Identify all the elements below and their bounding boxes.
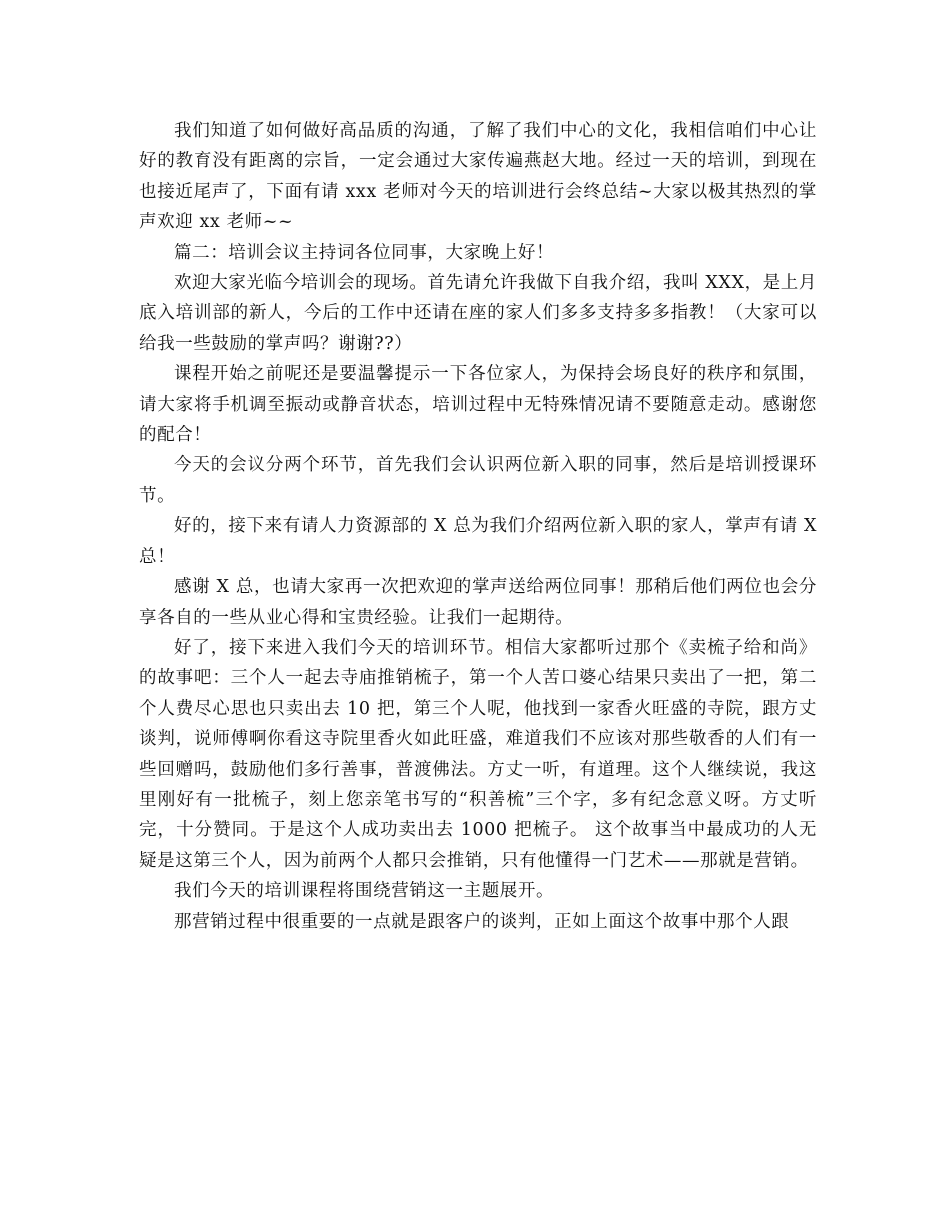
paragraph-section-two-heading: 篇二：培训会议主持词各位同事，大家晚上好！ — [174, 242, 555, 263]
paragraph-agenda: 今天的会议分两个环节，首先我们会认识两位新入职的同事，然后是培训授课环节。 — [139, 455, 817, 506]
paragraph-comb-story: 好了，接下来进入我们今天的培训环节。相信大家都听过那个《卖梳子给和尚》的故事吧：三个人一起去寺庙推销梳子，第一个人苦口婆心结果只卖出了一把，第二个人费尽心思也只卖出去 10 把，第三个人呢，他找到一家香火旺盛的寺院，跟方丈谈判，说师傅啊你看这寺院里香火如此旺盛，难道我们不应该对那些敬香的人们有一些回赠吗，鼓励他们多行善事，普渡佛法。方丈一听，有道理。这个人继续说，我这里刚好有一批梳子，刻上您亲笔书写的“积善梳”三个字，多有纪念意义呀。方丈听完，十分赞同。于是这个人成功卖出去 1000 把梳子。 这个故事当中最成功的人无疑是这第三个人，因为前两个人都只会推销，只有他懂得一门艺术——那就是营销。 — [139, 637, 817, 871]
paragraph-closing-remarks: 我们知道了如何做好高品质的沟通，了解了我们中心的文化，我相信咱们中心让好的教育没有距离的宗旨，一定会通过大家传遍燕赵大地。经过一天的培训，到现在也接近尾声了，下面有请 xxx 老师对今天的培训进行会终总结~大家以极其热烈的掌声欢迎 xx 老师~~ — [139, 121, 817, 233]
paragraph-self-introduction: 欢迎大家光临今培训会的现场。首先请允许我做下自我介绍，我叫 XXX，是上月底入培训部的新人，今后的工作中还请在座的家人们多多支持多多指教！（大家可以给我一些鼓励的掌声吗？谢谢??） — [139, 273, 817, 354]
paragraph-reminder: 课程开始之前呢还是要温馨提示一下各位家人，为保持会场良好的秩序和氛围，请大家将手机调至振动或静音状态，培训过程中无特殊情况请不要随意走动。感谢您的配合！ — [139, 364, 817, 446]
paragraph-thanks: 感谢 X 总，也请大家再一次把欢迎的掌声送给两位同事！那稍后他们两位也会分享各自的一些从业心得和宝贵经验。让我们一起期待。 — [139, 577, 817, 628]
document-body — [139, 116, 817, 937]
paragraph-hr-introduction: 好的，接下来有请人力资源部的 X 总为我们介绍两位新入职的家人，掌声有请 X 总！ — [139, 516, 817, 567]
paragraph-negotiation: 那营销过程中很重要的一点就是跟客户的谈判，正如上面这个故事中那个人跟 — [174, 911, 790, 932]
paragraph-course-theme: 我们今天的培训课程将围绕营销这一主题展开。 — [174, 881, 555, 902]
